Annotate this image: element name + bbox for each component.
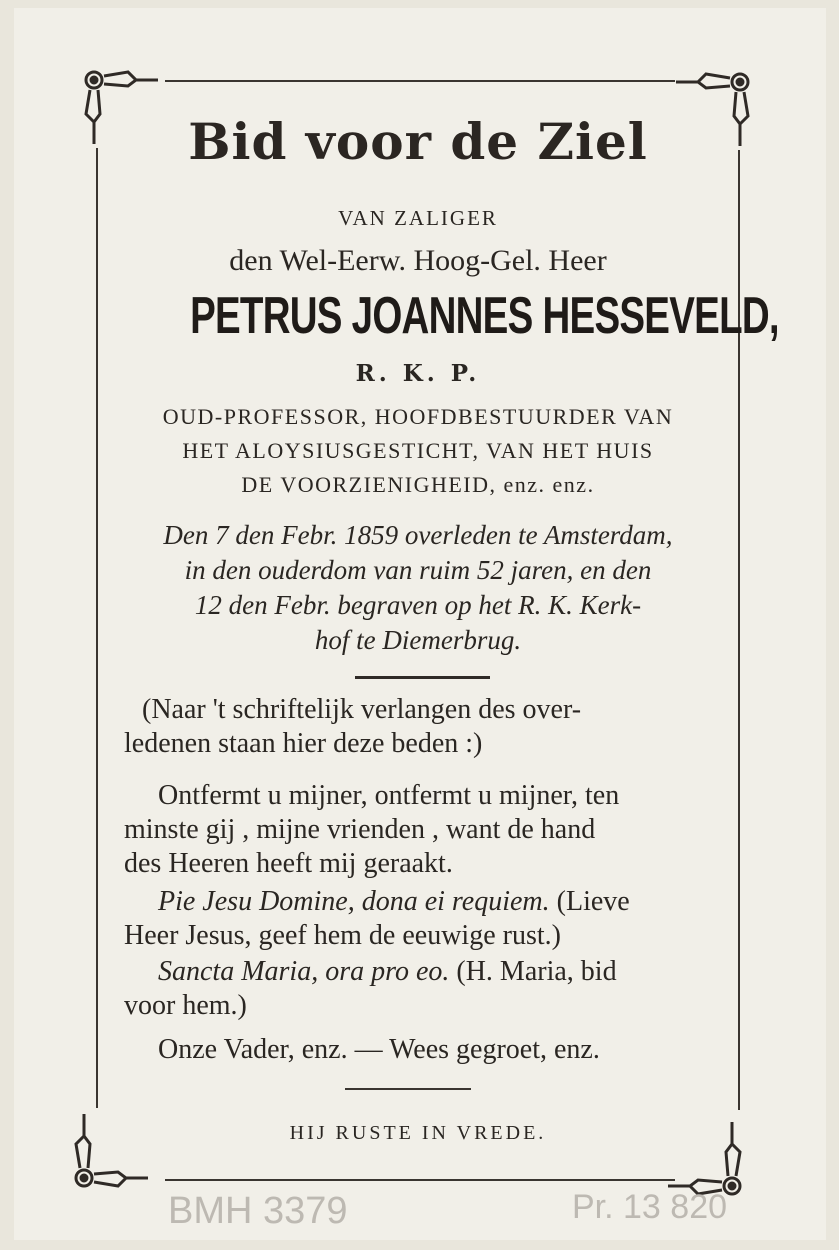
latin-text-2: Sancta Maria, ora pro eo. [158, 956, 450, 987]
frame-top-border [165, 80, 675, 82]
function-line: DE VOORZIENIGHEID, enz. enz. [241, 472, 595, 497]
prayer-line: Ontfermt u mijner, ontfermt u mijner, ten [158, 780, 620, 811]
archive-mark-right: Pr. 13 820 [572, 1188, 728, 1226]
death-notice-line: Den 7 den Febr. 1859 overleden te Amsterdam, [163, 520, 673, 550]
function-line: HET ALOYSIUSGESTICHT, VAN HET HUIS [182, 438, 654, 463]
latin-invocation-1 [158, 886, 738, 918]
request-line: (Naar 't schriftelijk verlangen des over- [142, 694, 582, 725]
divider-rule [355, 676, 490, 679]
closing-prayer: Onze Vader, enz. — Wees gegroet, enz. [158, 1034, 600, 1065]
dutch-translation-2a: (H. Maria, bid [456, 956, 617, 987]
death-notice-line: in den ouderdom van ruim 52 jaren, en den [184, 555, 652, 585]
death-notice-line: 12 den Febr. begraven op het R. K. Kerk- [194, 590, 642, 620]
archive-mark-left: BMH 3379 [168, 1190, 348, 1232]
honorific-line: den Wel-Eerw. Hoog-Gel. Heer [229, 244, 607, 277]
death-notice-line: hof te Diemerbrug. [314, 625, 522, 655]
function-line: OUD-PROFESSOR, HOOFDBESTUURDER VAN [162, 404, 674, 429]
van-zaliger: VAN ZALIGER [338, 206, 498, 230]
dutch-translation-1b: Heer Jesus, geef hem de eeuwige rust.) [124, 920, 561, 951]
rest-in-peace: HIJ RUSTE IN VREDE. [289, 1122, 547, 1144]
dutch-translation-1a: (Lieve [556, 886, 630, 917]
deceased-name: PETRUS JOANNES HESSEVELD, [190, 287, 779, 345]
dutch-translation-2b: voor hem.) [124, 990, 247, 1021]
frame-left-border [96, 148, 98, 1108]
divider-rule-small [345, 1088, 471, 1090]
heading: Bid voor de Ziel [188, 112, 648, 171]
prayer-line: des Heeren heeft mij geraakt. [124, 848, 453, 879]
latin-text-1: Pie Jesu Domine, dona ei requiem. [158, 886, 550, 917]
request-line: ledenen staan hier deze beden :) [124, 728, 483, 759]
frame-bottom-border [165, 1179, 675, 1181]
latin-invocation-2 [158, 956, 738, 988]
prayer-line: minste gij , mijne vrienden , want de hand [124, 814, 596, 845]
order-abbreviation: R. K. P. [355, 360, 481, 387]
